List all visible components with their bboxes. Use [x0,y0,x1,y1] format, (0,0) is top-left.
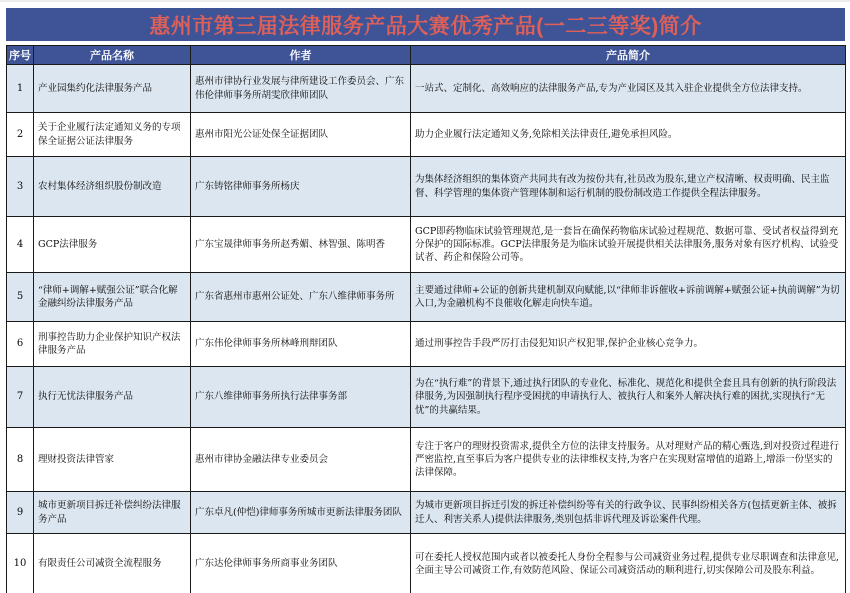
cell-row-number: 3 [7,157,34,217]
table-row [7,534,846,593]
cell-product-name: GCP法律服务 [34,217,191,273]
column-header-name: 产品名称 [34,46,191,65]
cell-row-number: 6 [7,322,34,367]
cell-product-name: 刑事控告助力企业保护知识产权法律服务产品 [34,322,191,367]
table-header-row [7,46,846,65]
table-row [7,367,846,428]
table-row [7,428,846,492]
table-row [7,65,846,113]
cell-row-number: 10 [7,534,34,593]
cell-intro: 为在“执行难”的背景下,通过执行团队的专业化、标准化、规范化和提供全套且具有创新的执行阶段法律服务,为因强制执行程序受困扰的申请执行人、被执行人和案外人解决执行难的困扰,实现执行“无忧”的共赢结果。 [411,367,846,428]
cell-author: 广东八维律师事务所执行法律事务部 [191,367,411,428]
cell-intro: 助力企业履行法定通知义务,免除相关法律责任,避免承担风险。 [411,113,846,157]
cell-author: 惠州市律协行业发展与律所建设工作委员会、广东伟伦律师事务所胡雯欣律师团队 [191,65,411,113]
table-row [7,113,846,157]
cell-author: 广东伟伦律师事务所林峰刑辩团队 [191,322,411,367]
cell-author: 广东达伦律师事务所商事业务团队 [191,534,411,593]
cell-author: 广东铸铭律师事务所杨庆 [191,157,411,217]
table-row [7,217,846,273]
cell-intro: 为城市更新项目拆迁引发的拆迁补偿纠纷等有关的行政争议、民事纠纷相关各方(包括更新主体、被拆迁人、利害关系人)提供法律服务,类别包括非诉代理及诉讼案件代理。 [411,492,846,534]
cell-author: 惠州市阳光公证处保全证据团队 [191,113,411,157]
cell-product-name: 关于企业履行法定通知义务的专项保全证据公证法律服务 [34,113,191,157]
page-title: 惠州市第三届法律服务产品大赛优秀产品(一二三等奖)简介 [149,14,702,38]
cell-product-name: 有限责任公司减资全流程服务 [34,534,191,593]
cell-row-number: 4 [7,217,34,273]
cell-row-number: 2 [7,113,34,157]
cell-intro: 可在委托人授权范围内或者以被委托人身份全程参与公司减资业务过程,提供专业尽职调查和法律意见,全面主导公司减资工作,有效防范风险、保证公司减资活动的顺利进行,切实保障公司及股东利益。 [411,534,846,593]
cell-intro: 为集体经济组织的集体资产共同共有改为按份共有,社员改为股东,建立产权清晰、权责明确、民主监督、科学管理的集体资产管理体制和运行机制的股份制改造工作提供全程法律服务。 [411,157,846,217]
cell-product-name: 执行无忧法律服务产品 [34,367,191,428]
cell-author: 广东省惠州市惠州公证处、广东八维律师事务所 [191,273,411,322]
table-row [7,492,846,534]
cell-row-number: 7 [7,367,34,428]
table-row [7,273,846,322]
table-title-bar [6,8,845,41]
table-row [7,322,846,367]
cell-row-number: 5 [7,273,34,322]
cell-intro: 专注于客户的理财投资需求,提供全方位的法律支持服务。从对理财产品的精心甄选,到对投资过程进行严密监控,直至事后为客户提供专业的法律维权支持,为客户在实现财富增值的道路上,增添一份坚实的法律保障。 [411,428,846,492]
cell-product-name: 农村集体经济组织股份制改造 [34,157,191,217]
cell-row-number: 9 [7,492,34,534]
column-header-no: 序号 [7,46,34,65]
cell-product-name: 城市更新项目拆迁补偿纠纷法律服务产品 [34,492,191,534]
cell-author: 惠州市律协金融法律专业委员会 [191,428,411,492]
cell-row-number: 1 [7,65,34,113]
products-table [6,45,846,593]
column-header-author: 作者 [191,46,411,65]
cell-row-number: 8 [7,428,34,492]
cell-product-name: 理财投资法律管家 [34,428,191,492]
table-row [7,157,846,217]
cell-product-name: 产业园集约化法律服务产品 [34,65,191,113]
cell-intro: 一站式、定制化、高效响应的法律服务产品,专为产业园区及其入驻企业提供全方位法律支持。 [411,65,846,113]
cell-product-name: “律师+调解+赋强公证”联合化解金融纠纷法律服务产品 [34,273,191,322]
column-header-intro: 产品简介 [411,46,846,65]
cell-intro: GCP即药物临床试验管理规范,是一套旨在确保药物临床试验过程规范、数据可靠、受试者权益得到充分保护的国际标准。GCP法律服务是为临床试验开展提供相关法律服务,服务对象有医疗机构、试验受试者、药企和保险公司等。 [411,217,846,273]
cell-intro: 通过刑事控告手段严厉打击侵犯知识产权犯罪,保护企业核心竞争力。 [411,322,846,367]
cell-author: 广东宝晟律师事务所赵秀媚、林智强、陈明香 [191,217,411,273]
cell-intro: 主要通过律师+公证的创新共建机制双向赋能,以“律师非诉催收+诉前调解+赋强公证+执前调解”为切入口,为金融机构不良催收化解走向快车道。 [411,273,846,322]
cell-author: 广东卓凡(仲恺)律师事务所城市更新法律服务团队 [191,492,411,534]
